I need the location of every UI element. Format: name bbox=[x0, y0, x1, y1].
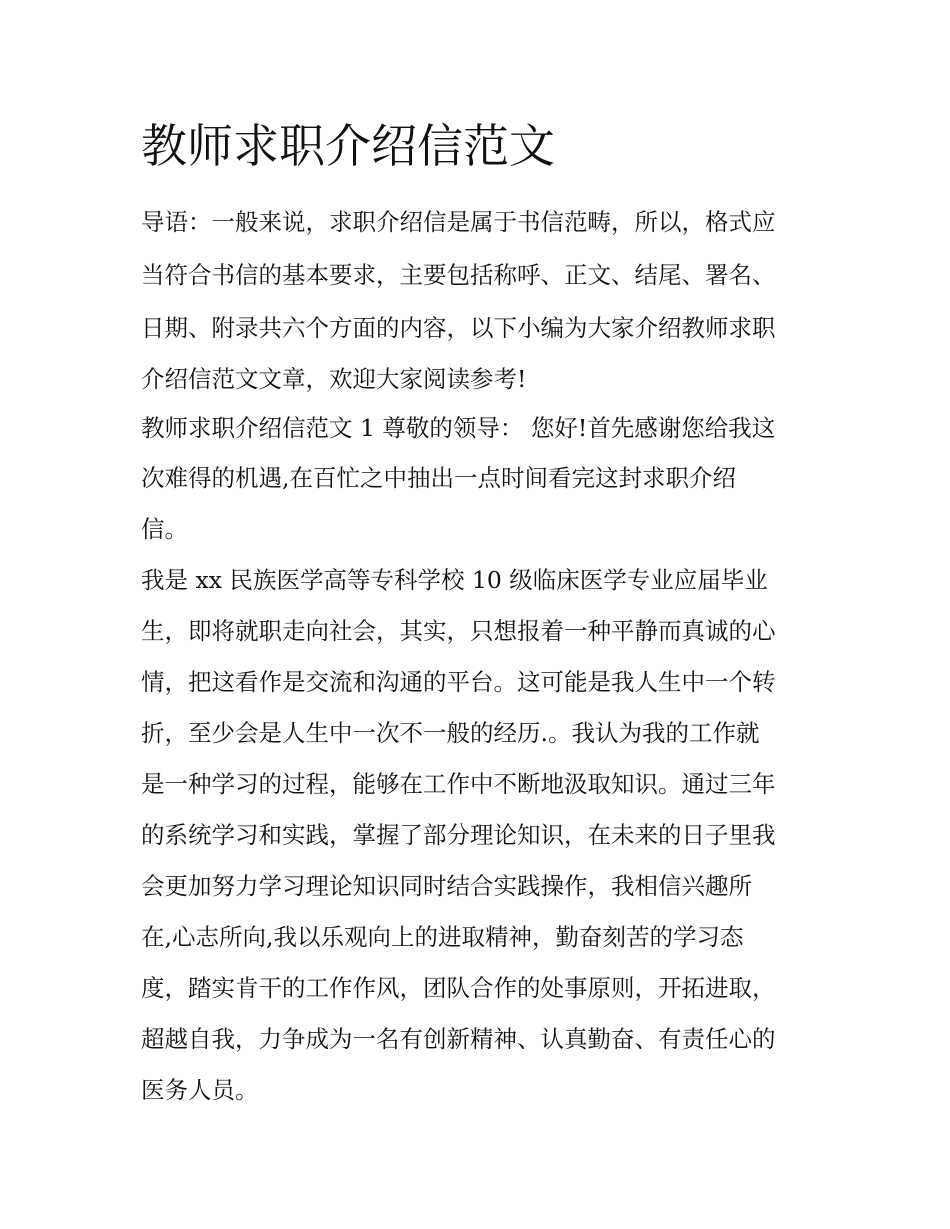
body-line-8: 在,心志所向,我以乐观向上的进取精神，勤奋刻苦的学习态 bbox=[141, 923, 744, 951]
intro-line-1: 导语：一般来说，求职介绍信是属于书信范畴，所以，格式应 bbox=[141, 208, 776, 236]
body-line-1: 我是 xx 民族医学高等专科学校 10 级临床医学专业应届毕业 bbox=[141, 566, 768, 594]
body-line-4: 折，至少会是人生中一次不一般的经历.。我认为我的工作就 bbox=[141, 719, 760, 747]
intro-line-2: 当符合书信的基本要求，主要包括称呼、正文、结尾、署名、 bbox=[141, 261, 776, 289]
letter-opening-line-2: 次难得的机遇,在百忙之中抽出一点时间看完这封求职介绍 bbox=[141, 464, 736, 492]
intro-line-3: 日期、附录共六个方面的内容，以下小编为大家介绍教师求职 bbox=[141, 314, 776, 342]
body-line-6: 的系统学习和实践，掌握了部分理论知识，在未来的日子里我 bbox=[141, 821, 776, 849]
body-line-3: 情，把这看作是交流和沟通的平台。这可能是我人生中一个转 bbox=[141, 668, 776, 696]
body-line-11: 医务人员。 bbox=[141, 1076, 259, 1104]
letter-opening-line-3: 信。 bbox=[141, 515, 188, 543]
body-line-10: 超越自我，力争成为一名有创新精神、认真勤奋、有责任心的 bbox=[141, 1025, 776, 1053]
document-title: 教师求职介绍信范文 bbox=[141, 119, 555, 173]
intro-line-4: 介绍信范文文章，欢迎大家阅读参考! bbox=[141, 365, 527, 393]
body-line-9: 度，踏实肯干的工作作风，团队合作的处事原则，开拓进取， bbox=[141, 974, 776, 1002]
body-line-2: 生，即将就职走向社会，其实，只想报着一种平静而真诚的心 bbox=[141, 617, 776, 645]
body-line-7: 会更加努力学习理论知识同时结合实践操作，我相信兴趣所 bbox=[141, 872, 752, 900]
body-line-5: 是一种学习的过程，能够在工作中不断地汲取知识。通过三年 bbox=[141, 770, 776, 798]
letter-opening-line-1: 教师求职介绍信范文 1 尊敬的领导： 您好!首先感谢您给我这 bbox=[141, 414, 776, 442]
